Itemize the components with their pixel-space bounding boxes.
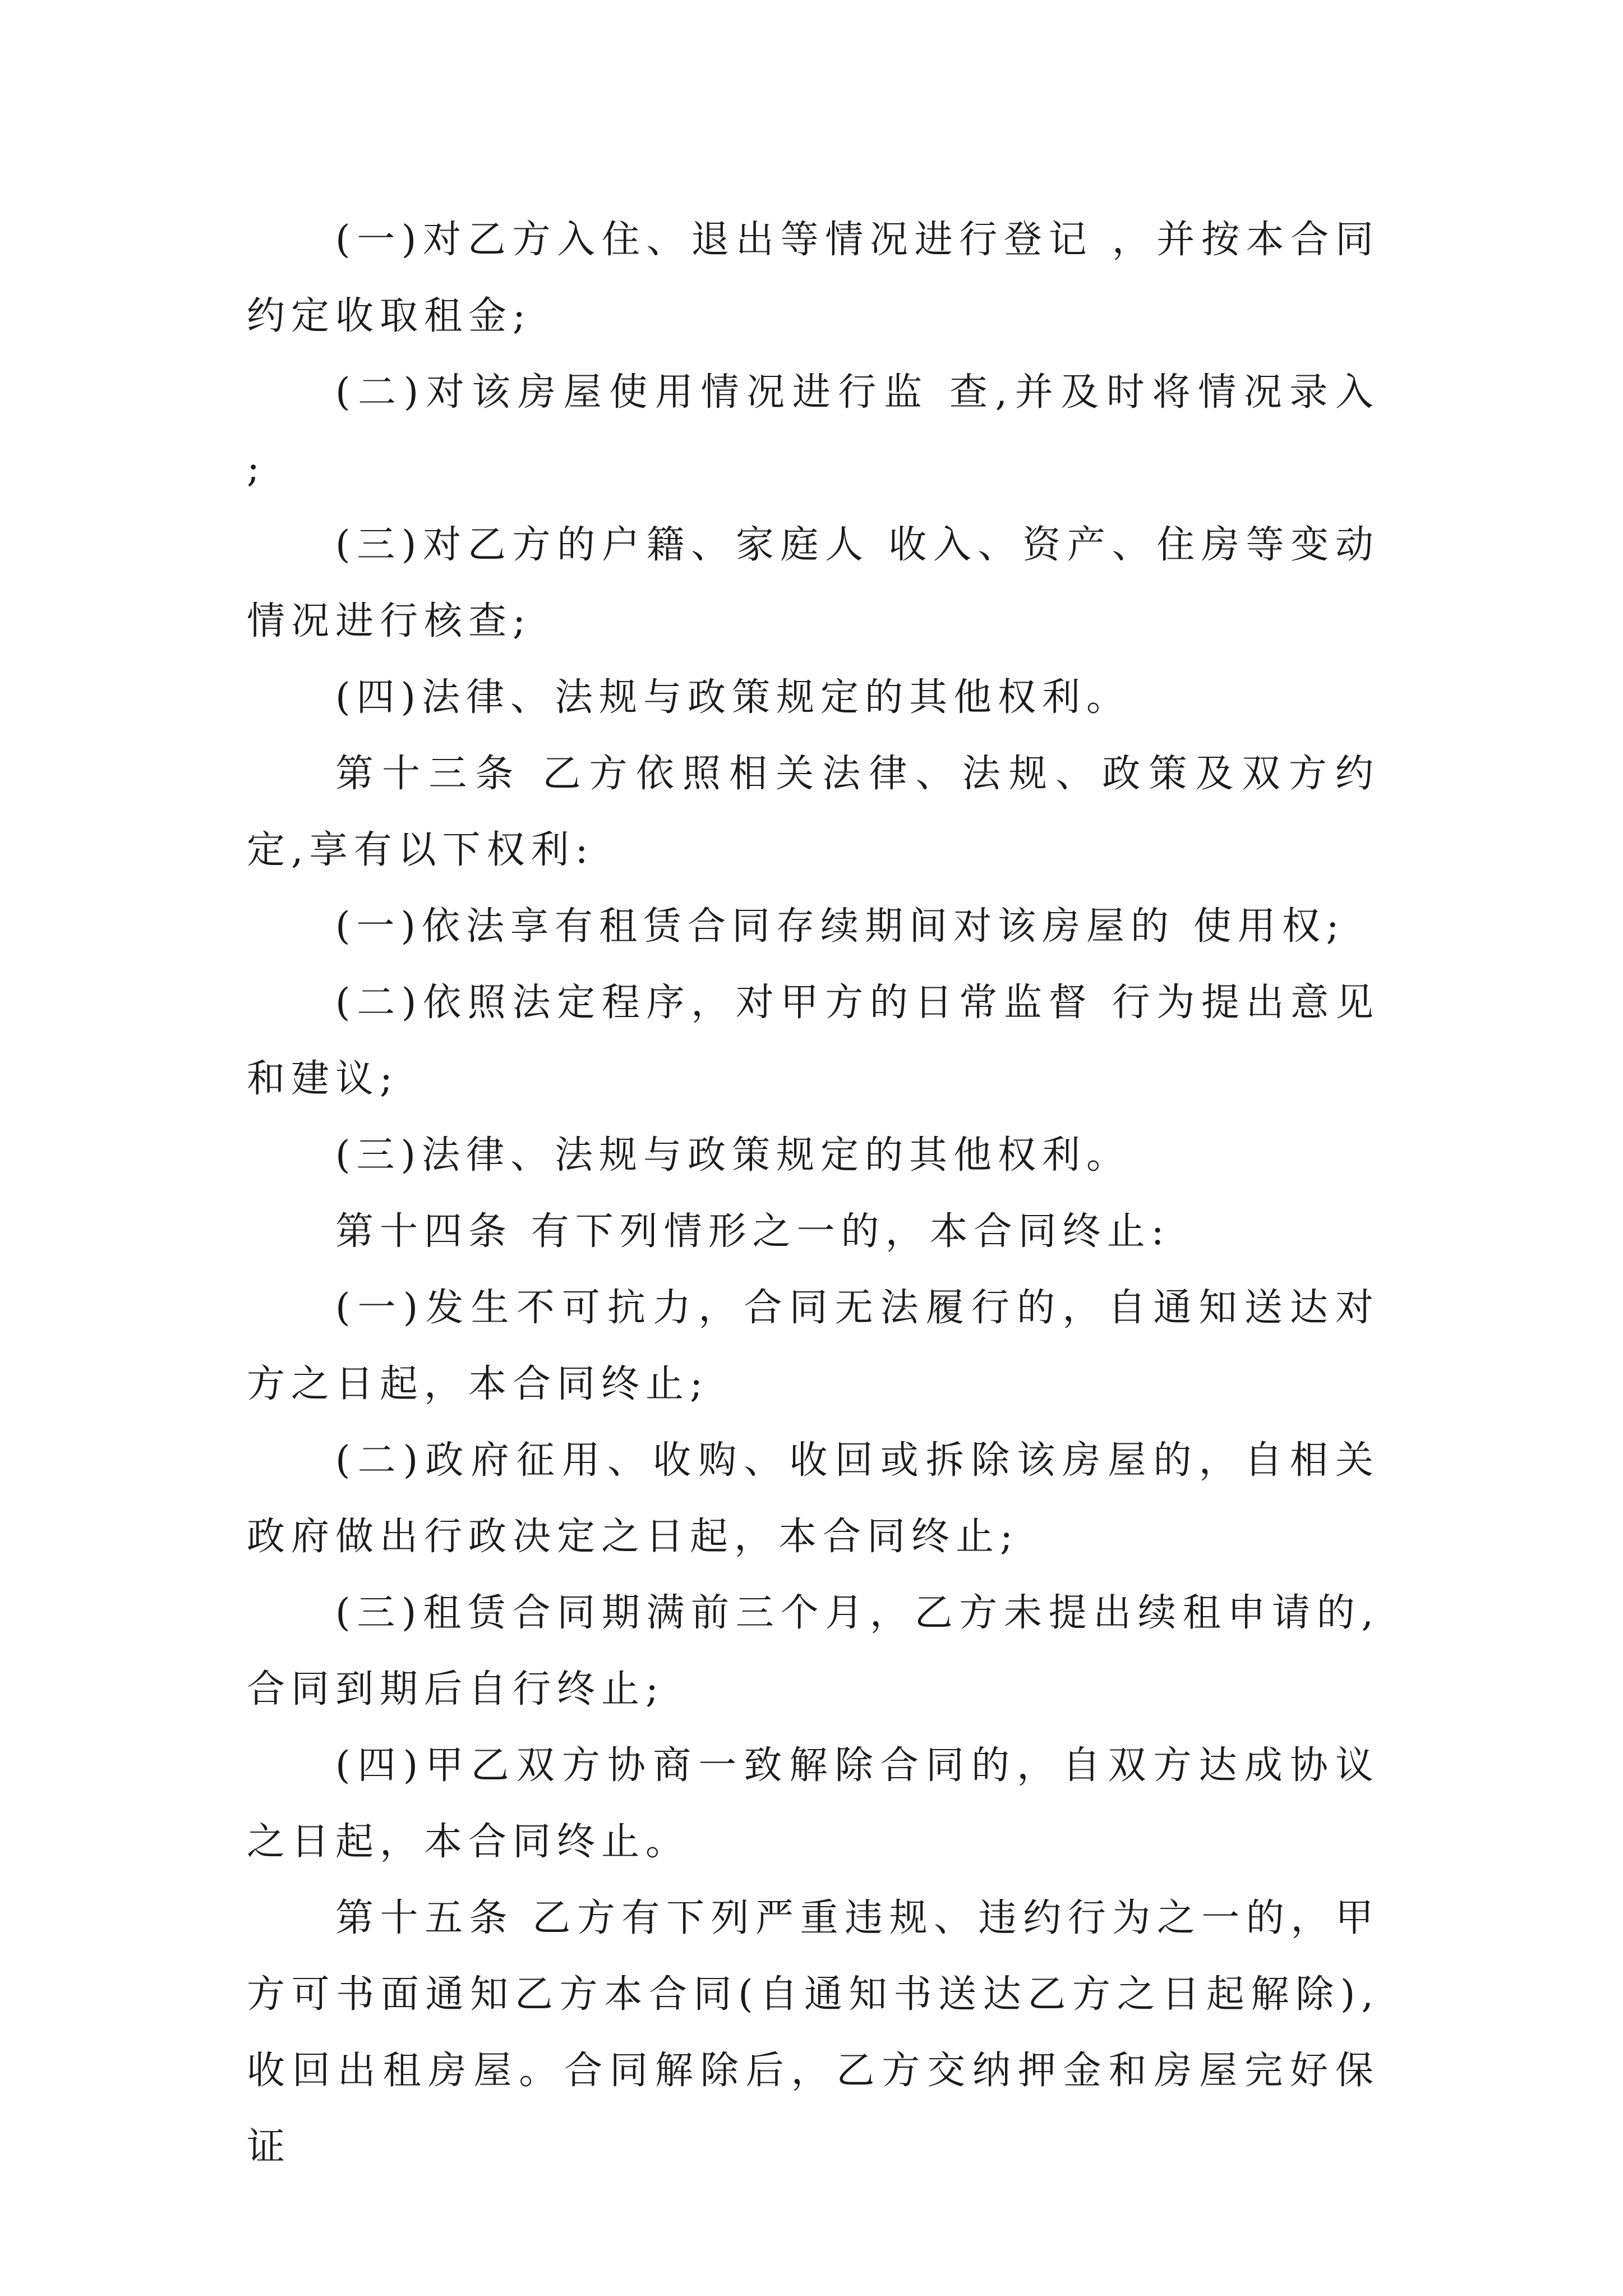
contract-body <box>247 202 1380 2185</box>
paragraph-landlord-right-4: (四)法律、法规与政策规定的其他权利。 <box>335 675 1131 720</box>
paragraph-landlord-right-3: (三)对乙方的户籍、家庭人 收入、资产、住房等变动情况进行核查; <box>247 523 1380 643</box>
paragraph-tenant-right-3: (三)法律、法规与政策规定的其他权利。 <box>335 1133 1131 1177</box>
paragraph-landlord-right-1: (一)对乙方入住、退出等情况进行登记 ，并按本合同约定收取租金; <box>247 218 1380 338</box>
paragraph-termination-1: (一)发生不可抗力，合同无法履行的，自通知送达对方之日起，本合同终止; <box>247 1286 1380 1406</box>
paragraph-termination-2: (二)政府征用、收购、收回或拆除该房屋的，自相关政府做出行政决定之日起，本合同终止; <box>247 1438 1380 1559</box>
article-13-heading: 第十三条 乙方依照相关法律、法规、政策及双方约定,享有以下权利: <box>247 752 1380 872</box>
article-14-heading: 第十四条 有下列情形之一的，本合同终止: <box>335 1209 1170 1254</box>
paragraph-tenant-right-2: (二)依照法定程序，对甲方的日常监督 行为提出意见和建议; <box>247 981 1380 1101</box>
paragraph-termination-3: (三)租赁合同期满前三个月，乙方未提出续租申请的,合同到期后自行终止; <box>247 1591 1380 1711</box>
paragraph-tenant-right-1: (一)依法享有租赁合同存续期间对该房屋的 使用权; <box>335 904 1345 949</box>
paragraph-landlord-right-2: (二)对该房屋使用情况进行监 查,并及时将情况录入 ; <box>247 370 1380 491</box>
paragraph-termination-4: (四)甲乙双方协商一致解除合同的，自双方达成协议之日起，本合同终止。 <box>247 1743 1380 1864</box>
article-15-heading: 第十五条 乙方有下列严重违规、违约行为之一的，甲方可书面通知乙方本合同(自通知书送达乙方之日起解除),收回出租房屋。合同解除后，乙方交纳押金和房屋完好保证 <box>247 1896 1380 2169</box>
